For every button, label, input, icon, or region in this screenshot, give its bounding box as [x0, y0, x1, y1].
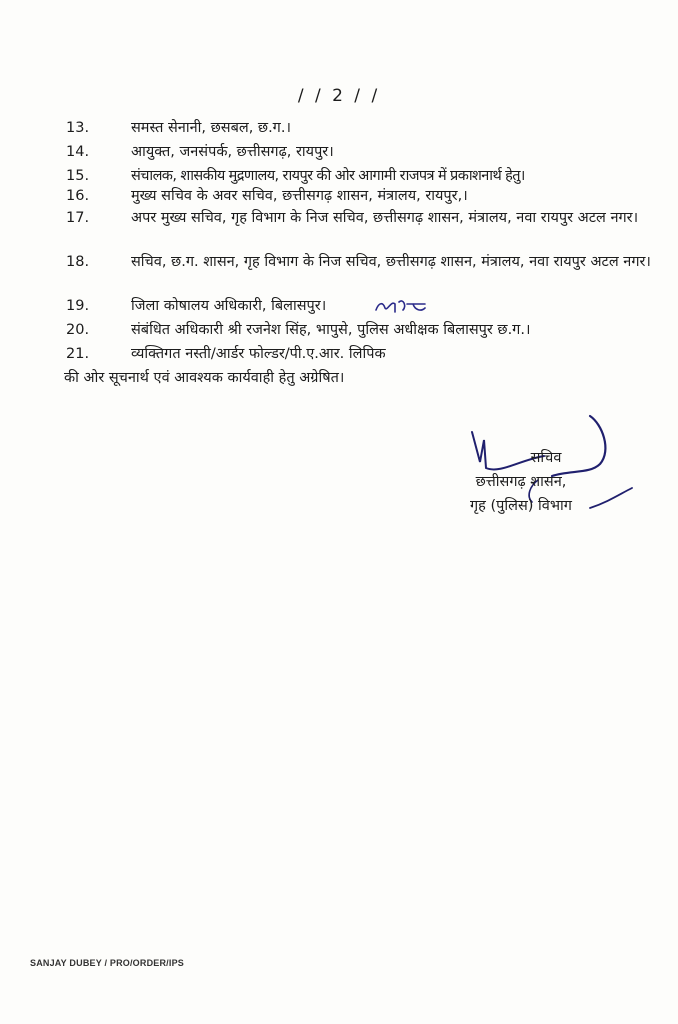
item-text: सचिव, छ.ग. शासन, गृह विभाग के निज सचिव, छत्तीसगढ़ शासन, मंत्रालय, नवा रायपुर अटल नगर।: [131, 254, 651, 270]
item-text: संबंधित अधिकारी श्री रजनेश सिंह, भापुसे, पुलिस अधीक्षक बिलासपुर छ.ग.।: [131, 322, 531, 338]
page-number: / / 2 / /: [297, 86, 381, 106]
signature-block: [470, 446, 572, 518]
item-text: संचालक, शासकीय मुद्रणालय, रायपुर की ओर आगामी राजपत्र में प्रकाशनार्थ हेतु।: [131, 168, 525, 184]
signatory-department: गृह (पुलिस) विभाग: [470, 498, 572, 514]
item-number: 19.: [66, 298, 90, 314]
item-text: अपर मुख्य सचिव, गृह विभाग के निज सचिव, छत्तीसगढ़ शासन, मंत्रालय, नवा रायपुर अटल नगर।: [131, 210, 639, 226]
item-number: 20.: [66, 322, 90, 338]
item-number: 13.: [66, 120, 90, 136]
item-text: समस्त सेनानी, छसबल, छ.ग.।: [131, 120, 291, 136]
item-number: 17.: [66, 210, 90, 226]
item-text: जिला कोषालय अधिकारी, बिलासपुर।: [131, 298, 327, 314]
item-number: 21.: [66, 346, 90, 362]
closing-line: की ओर सूचनार्थ एवं आवश्यक कार्यवाही हेतु अग्रेषित।: [64, 370, 345, 386]
item-text: व्यक्तिगत नस्ती/आर्डर फोल्डर/पी.ए.आर. लिपिक: [131, 346, 386, 362]
handwritten-initial-mark: [373, 296, 433, 318]
footer-reference: SANJAY DUBEY / PRO/ORDER/IPS: [30, 958, 184, 968]
item-text: मुख्य सचिव के अवर सचिव, छत्तीसगढ़ शासन, मंत्रालय, रायपुर,।: [131, 188, 468, 204]
item-number: 16.: [66, 188, 90, 204]
item-number: 15.: [66, 168, 90, 184]
signatory-government: छत्तीसगढ़ शासन,: [475, 474, 567, 490]
item-text: आयुक्त, जनसंपर्क, छत्तीसगढ़, रायपुर।: [131, 144, 334, 160]
signatory-title: सचिव: [530, 450, 562, 466]
item-number: 18.: [66, 254, 90, 270]
item-number: 14.: [66, 144, 90, 160]
